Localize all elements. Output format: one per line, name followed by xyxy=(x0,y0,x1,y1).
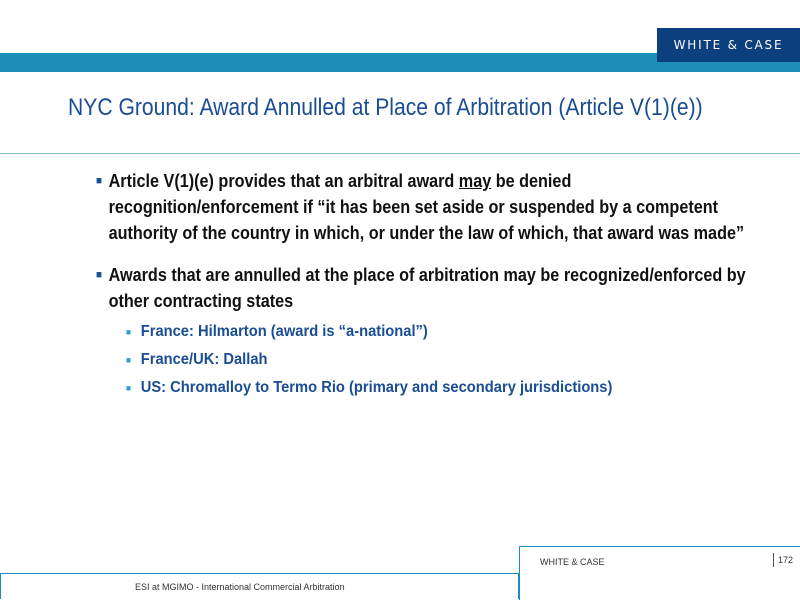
square-bullet-icon: ■ xyxy=(126,327,132,337)
slide-title: NYC Ground: Award Annulled at Place of Arbitration (Article V(1)(e)) xyxy=(68,94,703,121)
bullet-annulled-awards xyxy=(96,262,757,314)
bullet2-text: Awards that are annulled at the place of arbitration may be recognized/enforced by other contracting states xyxy=(108,265,746,311)
square-bullet-icon: ■ xyxy=(126,355,132,365)
footer-divider xyxy=(773,553,774,567)
square-bullet-icon: ■ xyxy=(126,383,132,393)
bullet-article-v1e xyxy=(96,168,757,246)
bullet1-post: be denied recognition/enforcement if “it has been set aside or suspended by a competent authority of the country in which, or under the law of which, that award was made” xyxy=(108,171,745,243)
bullet1-underlined: may xyxy=(458,171,492,191)
bullet-list xyxy=(96,168,796,402)
footer-left-box xyxy=(0,573,519,599)
footer-event-text: ESI at MGIMO - International Commercial Arbitration xyxy=(135,582,345,592)
logo-text: WHITE & CASE xyxy=(673,38,784,52)
sub-bullet-us xyxy=(126,374,742,402)
title-divider xyxy=(0,153,800,154)
sub-bullet-text: US: Chromalloy to Termo Rio (primary and secondary jurisdictions) xyxy=(140,379,613,396)
square-bullet-icon: ■ xyxy=(96,175,102,187)
bullet1-pre: Article V(1)(e) provides that an arbitral award xyxy=(108,171,459,191)
square-bullet-icon: ■ xyxy=(96,269,102,281)
white-case-logo xyxy=(657,28,800,62)
sub-bullet-france-uk xyxy=(126,346,742,374)
page-number: 172 xyxy=(778,555,794,565)
footer-right-box xyxy=(519,546,800,600)
sub-bullet-text: France/UK: Dallah xyxy=(140,351,268,368)
footer-firm-name: WHITE & CASE xyxy=(540,557,605,567)
sub-bullet-france xyxy=(126,318,742,346)
sub-bullet-text: France: Hilmarton (award is “a-national”) xyxy=(140,323,428,340)
